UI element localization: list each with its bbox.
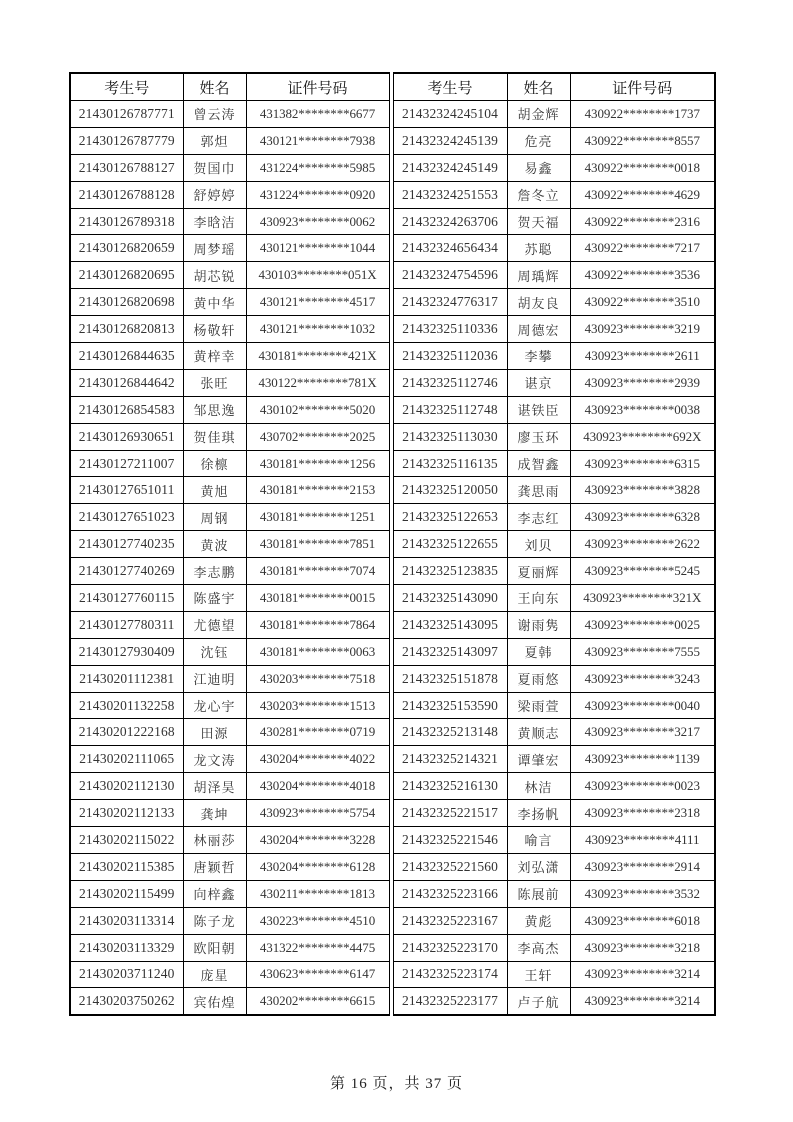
table-row [70,746,389,773]
table-row [393,127,715,154]
table-body-left [70,101,389,1016]
cell-id-number: 430923********3243 [570,665,715,692]
cell-id-number: 430922********1737 [570,101,715,128]
cell-id-number: 430203********1513 [246,692,389,719]
cell-exam-id: 21432325112748 [393,396,507,423]
cell-id-number: 431322********4475 [246,934,389,961]
cell-name: 谢雨隽 [507,611,570,638]
table-header-row [393,73,715,101]
cell-id-number: 430923********3214 [570,961,715,988]
table-row [393,961,715,988]
cell-exam-id: 21430127780311 [70,611,183,638]
table-row [70,316,389,343]
table-row [70,531,389,558]
cell-name: 李晗洁 [183,208,246,235]
cell-name: 徐檩 [183,450,246,477]
cell-exam-id: 21430202115385 [70,853,183,880]
cell-id-number: 430923********3219 [570,316,715,343]
table-row [393,827,715,854]
table-row [70,719,389,746]
cell-exam-id: 21432325112036 [393,343,507,370]
cell-exam-id: 21432325223166 [393,880,507,907]
page-number-footer: 第 16 页，共 37 页 [329,1076,463,1092]
cell-name: 黄顺志 [507,719,570,746]
cell-id-number: 430211********1813 [246,880,389,907]
table-row [70,827,389,854]
cell-name: 陈展前 [507,880,570,907]
table-row [393,343,715,370]
cell-name: 成智鑫 [507,450,570,477]
cell-id-number: 430923********1139 [570,746,715,773]
table-row [70,235,389,262]
column-header-id-number: 证件号码 [570,73,715,101]
cell-name: 陈子龙 [183,907,246,934]
cell-exam-id: 21432324776317 [393,289,507,316]
cell-id-number: 430181********0015 [246,585,389,612]
cell-id-number: 430702********2025 [246,423,389,450]
table-row [70,907,389,934]
cell-exam-id: 21432325143097 [393,638,507,665]
cell-name: 贺国巾 [183,154,246,181]
table-row [393,692,715,719]
cell-id-number: 430922********3536 [570,262,715,289]
cell-id-number: 430923********5754 [246,800,389,827]
cell-id-number: 430923********3214 [570,988,715,1015]
candidate-list-table [69,72,716,1016]
cell-exam-id: 21430202115022 [70,827,183,854]
table-row [393,585,715,612]
table-row [393,988,715,1015]
cell-name: 唐颖哲 [183,853,246,880]
table-row [70,101,389,128]
cell-exam-id: 21430203711240 [70,961,183,988]
table-row [393,504,715,531]
cell-exam-id: 21430127651011 [70,477,183,504]
cell-name: 黄梓幸 [183,343,246,370]
cell-exam-id: 21432325143095 [393,611,507,638]
cell-id-number: 430181********0063 [246,638,389,665]
cell-name: 林丽莎 [183,827,246,854]
column-header-name: 姓名 [183,73,246,101]
cell-exam-id: 21430126820659 [70,235,183,262]
cell-name: 胡泽昊 [183,773,246,800]
cell-name: 龚坤 [183,800,246,827]
cell-exam-id: 21432325221517 [393,800,507,827]
cell-name: 田源 [183,719,246,746]
table-row [393,154,715,181]
cell-name: 廖玉环 [507,423,570,450]
cell-exam-id: 21430201132258 [70,692,183,719]
cell-name: 黄波 [183,531,246,558]
cell-exam-id: 21430126844642 [70,369,183,396]
cell-name: 贺佳琪 [183,423,246,450]
table-left-half [69,72,390,1016]
cell-id-number: 430204********4022 [246,746,389,773]
cell-id-number: 430923********6315 [570,450,715,477]
table-row [70,853,389,880]
cell-name: 向梓鑫 [183,880,246,907]
cell-id-number: 430923********2914 [570,853,715,880]
table-row [70,585,389,612]
cell-exam-id: 21432324656434 [393,235,507,262]
cell-exam-id: 21430127651023 [70,504,183,531]
table-row [393,558,715,585]
cell-exam-id: 21432325110336 [393,316,507,343]
table-row [70,800,389,827]
column-header-exam-id: 考生号 [393,73,507,101]
cell-name: 曾云涛 [183,101,246,128]
table-row [393,907,715,934]
cell-id-number: 430923********6328 [570,504,715,531]
cell-name: 卢子航 [507,988,570,1015]
column-header-name: 姓名 [507,73,570,101]
table-row [70,181,389,208]
cell-id-number: 430204********6128 [246,853,389,880]
table-row [70,611,389,638]
cell-name: 李攀 [507,343,570,370]
cell-id-number: 430922********0018 [570,154,715,181]
cell-exam-id: 21432325213148 [393,719,507,746]
table-row [393,235,715,262]
table-row [393,611,715,638]
cell-id-number: 430923********4111 [570,827,715,854]
cell-name: 苏聪 [507,235,570,262]
cell-exam-id: 21430203750262 [70,988,183,1015]
cell-name: 胡友良 [507,289,570,316]
table-row [70,961,389,988]
cell-exam-id: 21430127760115 [70,585,183,612]
cell-name: 夏韩 [507,638,570,665]
cell-exam-id: 21430203113329 [70,934,183,961]
cell-exam-id: 21432325112746 [393,369,507,396]
cell-exam-id: 21430126820695 [70,262,183,289]
cell-id-number: 430922********3510 [570,289,715,316]
cell-name: 詹冬立 [507,181,570,208]
table-row [70,396,389,423]
cell-exam-id: 21432325122655 [393,531,507,558]
cell-id-number: 431224********0920 [246,181,389,208]
cell-exam-id: 21430127740235 [70,531,183,558]
cell-id-number: 431224********5985 [246,154,389,181]
table-row [393,101,715,128]
table-row [70,773,389,800]
cell-name: 李高杰 [507,934,570,961]
table-row [70,880,389,907]
cell-name: 杨敬轩 [183,316,246,343]
cell-id-number: 430181********7074 [246,558,389,585]
cell-name: 谭肇宏 [507,746,570,773]
cell-id-number: 430204********4018 [246,773,389,800]
cell-exam-id: 21432325221546 [393,827,507,854]
cell-id-number: 430181********1256 [246,450,389,477]
cell-exam-id: 21430126820813 [70,316,183,343]
cell-exam-id: 21430203113314 [70,907,183,934]
cell-exam-id: 21430202112133 [70,800,183,827]
cell-exam-id: 21432324251553 [393,181,507,208]
table-row [70,450,389,477]
table-row [70,262,389,289]
table-row [70,343,389,370]
cell-name: 易鑫 [507,154,570,181]
cell-id-number: 430923********2611 [570,343,715,370]
cell-id-number: 430923********0038 [570,396,715,423]
cell-exam-id: 21432325113030 [393,423,507,450]
table-row [70,692,389,719]
cell-id-number: 430923********3217 [570,719,715,746]
cell-exam-id: 21430202115499 [70,880,183,907]
cell-exam-id: 21432325122653 [393,504,507,531]
table-row [70,504,389,531]
cell-exam-id: 21430126854583 [70,396,183,423]
table-row [393,853,715,880]
cell-name: 梁雨萱 [507,692,570,719]
cell-name: 谌铁臣 [507,396,570,423]
cell-name: 邹思逸 [183,396,246,423]
table-row [393,450,715,477]
cell-exam-id: 21430202112130 [70,773,183,800]
cell-id-number: 430923********3532 [570,880,715,907]
cell-id-number: 430922********8557 [570,127,715,154]
table-row [393,719,715,746]
cell-exam-id: 21432325120050 [393,477,507,504]
cell-id-number: 430923********2939 [570,369,715,396]
cell-id-number: 430121********1044 [246,235,389,262]
table-row [70,988,389,1015]
cell-exam-id: 21430126787779 [70,127,183,154]
cell-id-number: 430103********051X [246,262,389,289]
cell-id-number: 430923********321X [570,585,715,612]
column-header-id-number: 证件号码 [246,73,389,101]
cell-name: 庞星 [183,961,246,988]
cell-name: 欧阳朝 [183,934,246,961]
table-row [70,154,389,181]
cell-name: 喻言 [507,827,570,854]
cell-name: 尤德望 [183,611,246,638]
cell-id-number: 430281********0719 [246,719,389,746]
cell-name: 周梦瑶 [183,235,246,262]
cell-id-number: 430923********3218 [570,934,715,961]
cell-exam-id: 21432325223167 [393,907,507,934]
cell-name: 李扬帆 [507,800,570,827]
cell-id-number: 430923********0062 [246,208,389,235]
cell-exam-id: 21432324245104 [393,101,507,128]
cell-id-number: 430923********0025 [570,611,715,638]
table-body-right [393,101,715,1016]
cell-name: 谌京 [507,369,570,396]
cell-exam-id: 21432324245149 [393,154,507,181]
cell-id-number: 430923********3828 [570,477,715,504]
cell-name: 宾佑煌 [183,988,246,1015]
cell-name: 危亮 [507,127,570,154]
table-row [393,369,715,396]
cell-name: 江迪明 [183,665,246,692]
cell-exam-id: 21432324263706 [393,208,507,235]
table-row [393,396,715,423]
cell-id-number: 430923********6018 [570,907,715,934]
cell-exam-id: 21430126820698 [70,289,183,316]
table-row [393,289,715,316]
table-row [70,665,389,692]
cell-exam-id: 21430127930409 [70,638,183,665]
cell-id-number: 430181********1251 [246,504,389,531]
cell-name: 胡金辉 [507,101,570,128]
table-row [393,423,715,450]
table-row [70,423,389,450]
cell-exam-id: 21430127740269 [70,558,183,585]
cell-exam-id: 21432325221560 [393,853,507,880]
table-row [393,208,715,235]
table-row [393,531,715,558]
cell-exam-id: 21432324754596 [393,262,507,289]
cell-name: 黄中华 [183,289,246,316]
table-row [70,369,389,396]
table-row [70,934,389,961]
cell-id-number: 430204********3228 [246,827,389,854]
cell-name: 夏雨悠 [507,665,570,692]
table-row [393,800,715,827]
cell-name: 李志红 [507,504,570,531]
table-row [393,880,715,907]
cell-name: 刘贝 [507,531,570,558]
cell-exam-id: 21430126788127 [70,154,183,181]
cell-id-number: 430923********2622 [570,531,715,558]
cell-exam-id: 21432325214321 [393,746,507,773]
cell-exam-id: 21432324245139 [393,127,507,154]
cell-id-number: 430923********2318 [570,800,715,827]
cell-id-number: 430223********4510 [246,907,389,934]
cell-id-number: 430922********2316 [570,208,715,235]
cell-name: 林洁 [507,773,570,800]
table-row [393,262,715,289]
cell-id-number: 430623********6147 [246,961,389,988]
cell-id-number: 431382********6677 [246,101,389,128]
cell-name: 陈盛宇 [183,585,246,612]
table-row [70,477,389,504]
cell-id-number: 430181********7864 [246,611,389,638]
cell-name: 贺天福 [507,208,570,235]
table-row [70,289,389,316]
cell-exam-id: 21432325216130 [393,773,507,800]
cell-exam-id: 21432325116135 [393,450,507,477]
cell-id-number: 430202********6615 [246,988,389,1015]
cell-name: 周德宏 [507,316,570,343]
cell-id-number: 430181********7851 [246,531,389,558]
table-row [70,558,389,585]
cell-name: 黄彪 [507,907,570,934]
cell-exam-id: 21430201112381 [70,665,183,692]
cell-exam-id: 21432325153590 [393,692,507,719]
cell-exam-id: 21430126788128 [70,181,183,208]
table-row [70,638,389,665]
cell-name: 周瑀辉 [507,262,570,289]
cell-name: 黄旭 [183,477,246,504]
cell-exam-id: 21432325223177 [393,988,507,1015]
cell-name: 夏丽辉 [507,558,570,585]
cell-exam-id: 21430126789318 [70,208,183,235]
cell-name: 龙心宇 [183,692,246,719]
cell-id-number: 430923********5245 [570,558,715,585]
table-row [393,665,715,692]
table-row [393,477,715,504]
table-right-half [393,72,717,1016]
cell-id-number: 430181********2153 [246,477,389,504]
cell-id-number: 430922********4629 [570,181,715,208]
cell-id-number: 430203********7518 [246,665,389,692]
cell-id-number: 430923********7555 [570,638,715,665]
table-row [70,127,389,154]
cell-id-number: 430122********781X [246,369,389,396]
cell-id-number: 430923********0023 [570,773,715,800]
cell-exam-id: 21432325123835 [393,558,507,585]
table-row [393,746,715,773]
cell-name: 龙文涛 [183,746,246,773]
cell-name: 张旺 [183,369,246,396]
cell-exam-id: 21430126787771 [70,101,183,128]
table-row [393,773,715,800]
cell-id-number: 430181********421X [246,343,389,370]
cell-name: 刘弘潇 [507,853,570,880]
cell-exam-id: 21430201222168 [70,719,183,746]
cell-exam-id: 21430126844635 [70,343,183,370]
cell-exam-id: 21430127211007 [70,450,183,477]
cell-id-number: 430121********7938 [246,127,389,154]
column-header-exam-id: 考生号 [70,73,183,101]
table-row [70,208,389,235]
table-row [393,934,715,961]
table-row [393,316,715,343]
cell-exam-id: 21432325143090 [393,585,507,612]
cell-exam-id: 21432325223170 [393,934,507,961]
cell-name: 王轩 [507,961,570,988]
table-row [393,638,715,665]
cell-id-number: 430102********5020 [246,396,389,423]
cell-id-number: 430923********692X [570,423,715,450]
cell-name: 龚思雨 [507,477,570,504]
cell-exam-id: 21430202111065 [70,746,183,773]
cell-exam-id: 21432325151878 [393,665,507,692]
cell-id-number: 430923********0040 [570,692,715,719]
cell-exam-id: 21432325223174 [393,961,507,988]
cell-id-number: 430121********1032 [246,316,389,343]
cell-name: 舒婷婷 [183,181,246,208]
cell-id-number: 430922********7217 [570,235,715,262]
cell-id-number: 430121********4517 [246,289,389,316]
cell-name: 郭炟 [183,127,246,154]
table-row [393,181,715,208]
cell-exam-id: 21430126930651 [70,423,183,450]
table-header-row [70,73,389,101]
cell-name: 李志鹏 [183,558,246,585]
cell-name: 胡芯锐 [183,262,246,289]
cell-name: 王向东 [507,585,570,612]
cell-name: 沈钰 [183,638,246,665]
cell-name: 周钢 [183,504,246,531]
